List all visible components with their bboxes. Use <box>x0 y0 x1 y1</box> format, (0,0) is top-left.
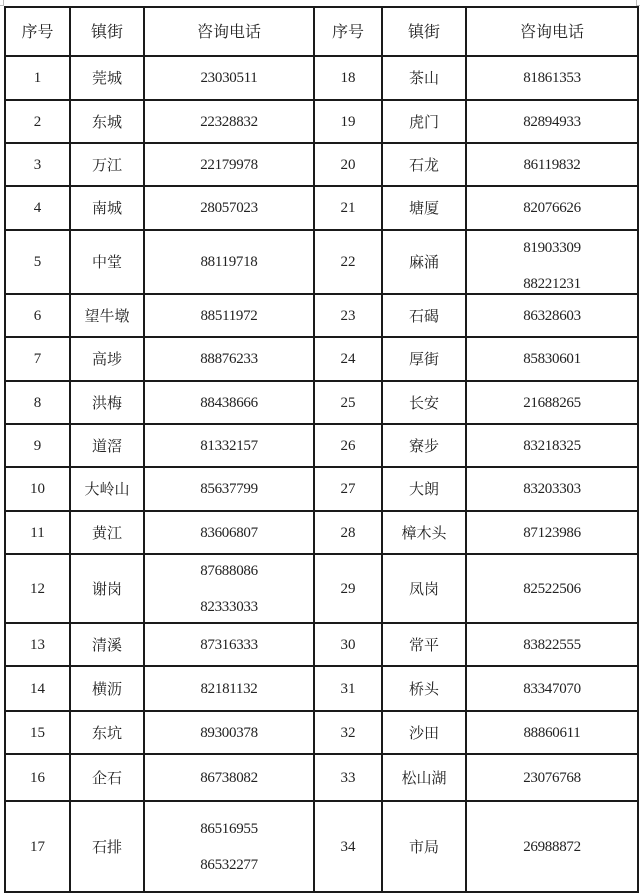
town-name: 黄江 <box>70 511 144 554</box>
phone-cell <box>466 186 638 230</box>
phone-number: 83203303 <box>523 481 581 497</box>
town-name: 长安 <box>382 381 466 424</box>
town-name: 市局 <box>382 801 466 892</box>
town-name: 中堂 <box>70 230 144 294</box>
phone-number: 86516955 <box>200 820 258 837</box>
town-name: 高埗 <box>70 337 144 381</box>
row-number: 32 <box>314 711 382 754</box>
phone-cell <box>466 143 638 186</box>
phone-number: 23076768 <box>523 769 581 786</box>
phone-cell <box>466 337 638 381</box>
town-name: 南城 <box>70 186 144 230</box>
town-name: 清溪 <box>70 623 144 666</box>
row-number: 9 <box>5 424 70 467</box>
row-number: 1 <box>5 56 70 100</box>
town-name: 麻涌 <box>382 230 466 294</box>
phone-cell <box>144 143 314 186</box>
table-row <box>5 230 638 294</box>
row-number: 17 <box>5 801 70 892</box>
town-name: 寮步 <box>382 424 466 467</box>
phone-cell <box>144 56 314 100</box>
town-name: 洪梅 <box>70 381 144 424</box>
phone-cell <box>144 711 314 754</box>
town-name: 东城 <box>70 100 144 143</box>
table-row <box>5 623 638 666</box>
phone-number: 88511972 <box>200 307 258 324</box>
row-number: 3 <box>5 143 70 186</box>
town-name: 凤岗 <box>382 554 466 623</box>
town-name: 沙田 <box>382 711 466 754</box>
phone-cell <box>144 754 314 801</box>
phone-cell <box>466 424 638 467</box>
phone-number: 83606807 <box>200 524 258 541</box>
phone-cell <box>144 337 314 381</box>
row-number: 19 <box>314 100 382 143</box>
phone-number: 82522506 <box>523 580 581 597</box>
phone-cell <box>466 801 638 892</box>
row-number: 20 <box>314 143 382 186</box>
phone-number: 83822555 <box>523 636 581 653</box>
phone-number: 87123986 <box>523 524 581 541</box>
table-row <box>5 511 638 554</box>
phone-number: 81332157 <box>200 437 258 454</box>
town-name: 企石 <box>70 754 144 801</box>
row-number: 25 <box>314 381 382 424</box>
table-row <box>5 554 638 623</box>
phone-number: 86119832 <box>523 156 581 173</box>
table-row <box>5 100 638 143</box>
phone-cell <box>466 230 638 294</box>
phone-cell <box>466 511 638 554</box>
phone-cell <box>466 554 638 623</box>
table-row <box>5 186 638 230</box>
phone-cell <box>466 381 638 424</box>
phone-number: 22179978 <box>200 156 258 173</box>
row-number: 4 <box>5 186 70 230</box>
phone-cell <box>466 754 638 801</box>
phone-number: 89300378 <box>200 724 258 741</box>
phone-number: 81903309 <box>523 240 581 256</box>
phone-number: 28057023 <box>200 200 258 216</box>
town-name: 石龙 <box>382 143 466 186</box>
phone-cell <box>466 294 638 337</box>
phone-cell <box>144 666 314 711</box>
phone-cell <box>144 511 314 554</box>
row-number: 6 <box>5 294 70 337</box>
phone-number: 82333033 <box>200 598 258 615</box>
phone-number: 87316333 <box>200 636 258 653</box>
phone-cell <box>144 381 314 424</box>
row-number: 14 <box>5 666 70 711</box>
row-number: 15 <box>5 711 70 754</box>
row-number: 16 <box>5 754 70 801</box>
table-row <box>5 381 638 424</box>
phone-number: 83218325 <box>523 437 581 454</box>
row-number: 12 <box>5 554 70 623</box>
row-number: 11 <box>5 511 70 554</box>
town-name: 道滘 <box>70 424 144 467</box>
town-name: 万江 <box>70 143 144 186</box>
row-number: 29 <box>314 554 382 623</box>
town-name: 东坑 <box>70 711 144 754</box>
row-number: 33 <box>314 754 382 801</box>
town-name: 松山湖 <box>382 754 466 801</box>
row-number: 28 <box>314 511 382 554</box>
row-number: 23 <box>314 294 382 337</box>
phone-number: 85637799 <box>200 481 258 497</box>
table-row <box>5 56 638 100</box>
phone-cell <box>144 623 314 666</box>
phone-cell <box>144 424 314 467</box>
phone-cell <box>466 100 638 143</box>
phone-number: 82894933 <box>523 113 581 130</box>
phone-number: 86532277 <box>200 856 258 873</box>
table-row <box>5 467 638 511</box>
row-number: 8 <box>5 381 70 424</box>
table-row <box>5 424 638 467</box>
row-number: 22 <box>314 230 382 294</box>
phone-number: 86738082 <box>200 769 258 786</box>
row-number: 18 <box>314 56 382 100</box>
phone-number: 81861353 <box>523 70 581 86</box>
table-row <box>5 337 638 381</box>
town-name: 虎门 <box>382 100 466 143</box>
phone-number: 86328603 <box>523 307 581 324</box>
phone-cell <box>466 666 638 711</box>
phone-cell <box>144 230 314 294</box>
header-no-2: 序号 <box>314 7 382 56</box>
phone-number: 85830601 <box>523 351 581 367</box>
table-row <box>5 711 638 754</box>
town-name: 横沥 <box>70 666 144 711</box>
phone-number: 88860611 <box>523 724 581 741</box>
row-number: 2 <box>5 100 70 143</box>
phone-cell <box>466 711 638 754</box>
row-number: 26 <box>314 424 382 467</box>
town-name: 谢岗 <box>70 554 144 623</box>
phone-number: 23030511 <box>200 70 258 86</box>
header-town: 镇街 <box>70 7 144 56</box>
phone-cell <box>144 801 314 892</box>
row-number: 5 <box>5 230 70 294</box>
phone-cell <box>466 467 638 511</box>
town-name: 茶山 <box>382 56 466 100</box>
row-number: 27 <box>314 467 382 511</box>
phone-number: 21688265 <box>523 394 581 411</box>
phone-cell <box>144 186 314 230</box>
phone-number: 88876233 <box>200 351 258 367</box>
phone-cell <box>466 56 638 100</box>
town-name: 桥头 <box>382 666 466 711</box>
contact-table <box>4 6 639 893</box>
phone-number: 26988872 <box>523 838 581 855</box>
phone-cell <box>144 294 314 337</box>
row-number: 34 <box>314 801 382 892</box>
table-row <box>5 666 638 711</box>
town-name: 望牛墩 <box>70 294 144 337</box>
table-header-row <box>5 7 638 56</box>
town-name: 大朗 <box>382 467 466 511</box>
row-number: 31 <box>314 666 382 711</box>
row-number: 10 <box>5 467 70 511</box>
phone-number: 88221231 <box>523 276 581 292</box>
table-body <box>5 56 638 892</box>
header-town-2: 镇街 <box>382 7 466 56</box>
phone-number: 83347070 <box>523 680 581 697</box>
phone-cell <box>144 554 314 623</box>
town-name: 樟木头 <box>382 511 466 554</box>
town-name: 塘厦 <box>382 186 466 230</box>
row-number: 21 <box>314 186 382 230</box>
header-phone: 咨询电话 <box>144 7 314 56</box>
table-row <box>5 294 638 337</box>
phone-number: 88119718 <box>200 254 258 270</box>
town-name: 常平 <box>382 623 466 666</box>
town-name: 大岭山 <box>70 467 144 511</box>
row-number: 7 <box>5 337 70 381</box>
phone-number: 87688086 <box>200 562 258 579</box>
phone-cell <box>466 623 638 666</box>
table-row <box>5 754 638 801</box>
row-number: 30 <box>314 623 382 666</box>
town-name: 厚街 <box>382 337 466 381</box>
town-name: 石排 <box>70 801 144 892</box>
phone-cell <box>144 100 314 143</box>
town-name: 石碣 <box>382 294 466 337</box>
phone-number: 82076626 <box>523 200 581 216</box>
row-number: 24 <box>314 337 382 381</box>
header-no: 序号 <box>5 7 70 56</box>
table-row <box>5 801 638 892</box>
table-row <box>5 143 638 186</box>
row-number: 13 <box>5 623 70 666</box>
phone-number: 82181132 <box>200 680 258 697</box>
phone-cell <box>144 467 314 511</box>
phone-number: 88438666 <box>200 394 258 411</box>
header-phone-2: 咨询电话 <box>466 7 638 56</box>
town-name: 莞城 <box>70 56 144 100</box>
phone-number: 22328832 <box>200 113 258 130</box>
